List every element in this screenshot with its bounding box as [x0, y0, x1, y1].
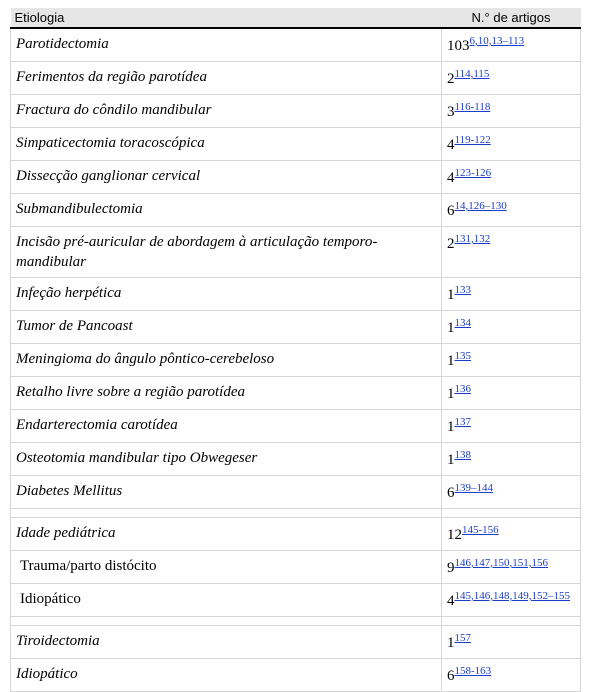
table-row — [11, 659, 581, 692]
header-num-artigos: N.° de artigos — [442, 8, 581, 28]
count-value: 3 — [447, 104, 455, 120]
count-value: 1 — [447, 320, 455, 336]
reference-link[interactable]: 138 — [454, 449, 471, 461]
table-row — [11, 28, 581, 62]
table-row — [11, 227, 581, 278]
table-row — [11, 311, 581, 344]
count-value: 4 — [447, 170, 455, 186]
reference-link[interactable]: 139–144 — [454, 482, 493, 494]
count-cell — [442, 518, 581, 551]
etiology-cell: Incisão pré-auricular de abordagem à articulação temporo-mandibular — [11, 227, 442, 278]
table-row — [11, 377, 581, 410]
reference-link[interactable]: 114,115 — [454, 68, 490, 80]
table-row — [11, 194, 581, 227]
reference-link[interactable]: 136 — [454, 383, 471, 395]
table-row — [11, 62, 581, 95]
count-value: 1 — [447, 353, 455, 369]
count-value: 9 — [447, 560, 455, 576]
spacer-cell — [11, 617, 442, 626]
table-row — [11, 584, 581, 617]
count-value: 4 — [447, 593, 455, 609]
etiology-cell: Idade pediátrica — [11, 518, 442, 551]
spacer-row — [11, 617, 581, 626]
reference-link[interactable]: 157 — [454, 632, 471, 644]
reference-link[interactable]: 146,147,150,151,156 — [454, 557, 548, 569]
etiology-cell: Submandibulectomia — [11, 194, 442, 227]
table-row — [11, 410, 581, 443]
etiology-cell: Retalho livre sobre a região parotídea — [11, 377, 442, 410]
etiology-cell: Diabetes Mellitus — [11, 476, 442, 509]
count-value: 4 — [447, 137, 455, 153]
table-row — [11, 344, 581, 377]
reference-link[interactable]: 145,146,148,149,152–155 — [454, 590, 570, 602]
etiology-subcell: Idiopático — [11, 584, 442, 617]
table-row — [11, 476, 581, 509]
table-row — [11, 443, 581, 476]
count-cell — [442, 128, 581, 161]
count-cell — [442, 278, 581, 311]
etiology-cell: Fractura do côndilo mandibular — [11, 95, 442, 128]
table-row — [11, 278, 581, 311]
reference-link[interactable]: 133 — [454, 284, 471, 296]
etiology-cell: Simpaticectomia toracoscópica — [11, 128, 442, 161]
header-etiologia: Etiologia — [11, 8, 442, 28]
table-row — [11, 128, 581, 161]
reference-link[interactable]: 119-122 — [454, 134, 491, 146]
reference-link[interactable]: 158-163 — [454, 665, 492, 677]
etiology-cell: Infeção herpética — [11, 278, 442, 311]
etiology-cell: Endarterectomia carotídea — [11, 410, 442, 443]
count-value: 6 — [447, 203, 455, 219]
spacer-cell — [11, 509, 442, 518]
count-cell — [442, 28, 581, 62]
etiology-cell: Tumor de Pancoast — [11, 311, 442, 344]
table-row — [11, 518, 581, 551]
reference-link[interactable]: 134 — [454, 317, 471, 329]
count-cell — [442, 476, 581, 509]
count-cell — [442, 62, 581, 95]
etiology-cell: Dissecção ganglionar cervical — [11, 161, 442, 194]
etiology-cell: Idiopático — [11, 659, 442, 692]
etiology-cell: Tiroidectomia — [11, 626, 442, 659]
spacer-cell — [442, 509, 581, 518]
reference-link[interactable]: 123-126 — [454, 167, 492, 179]
count-cell — [442, 551, 581, 584]
count-cell — [442, 377, 581, 410]
count-value: 103 — [447, 38, 470, 54]
etiology-cell: Ferimentos da região parotídea — [11, 62, 442, 95]
count-value: 1 — [447, 635, 455, 651]
count-value: 1 — [447, 287, 455, 303]
reference-link[interactable]: 135 — [454, 350, 471, 362]
count-cell — [442, 410, 581, 443]
count-cell — [442, 161, 581, 194]
etiology-subcell: Trauma/parto distócito — [11, 551, 442, 584]
etiology-table-container — [10, 8, 580, 692]
table-row — [11, 161, 581, 194]
table-row — [11, 626, 581, 659]
count-cell — [442, 227, 581, 278]
count-cell — [442, 626, 581, 659]
count-value: 1 — [447, 452, 455, 468]
table-header-row — [11, 8, 581, 28]
count-cell — [442, 584, 581, 617]
reference-link[interactable]: 6,10,13–113 — [469, 35, 525, 47]
count-cell — [442, 95, 581, 128]
reference-link[interactable]: 137 — [454, 416, 471, 428]
count-value: 1 — [447, 386, 455, 402]
count-cell — [442, 659, 581, 692]
count-cell — [442, 344, 581, 377]
spacer-row — [11, 509, 581, 518]
count-value: 12 — [447, 527, 462, 543]
reference-link[interactable]: 145-156 — [462, 524, 499, 536]
count-value: 1 — [447, 419, 455, 435]
count-cell — [442, 311, 581, 344]
count-value: 6 — [447, 485, 455, 501]
etiology-cell: Parotidectomia — [11, 28, 442, 62]
table-row — [11, 95, 581, 128]
count-cell — [442, 194, 581, 227]
table-row — [11, 551, 581, 584]
reference-link[interactable]: 14,126–130 — [454, 200, 507, 212]
count-value: 2 — [447, 71, 455, 87]
reference-link[interactable]: 116-118 — [454, 101, 491, 113]
count-cell — [442, 443, 581, 476]
count-value: 2 — [447, 236, 455, 252]
etiology-cell: Meningioma do ângulo pôntico-cerebeloso — [11, 344, 442, 377]
reference-link[interactable]: 131,132 — [454, 233, 491, 245]
etiology-cell: Osteotomia mandibular tipo Obwegeser — [11, 443, 442, 476]
etiology-table — [10, 8, 581, 692]
count-value: 6 — [447, 668, 455, 684]
spacer-cell — [442, 617, 581, 626]
